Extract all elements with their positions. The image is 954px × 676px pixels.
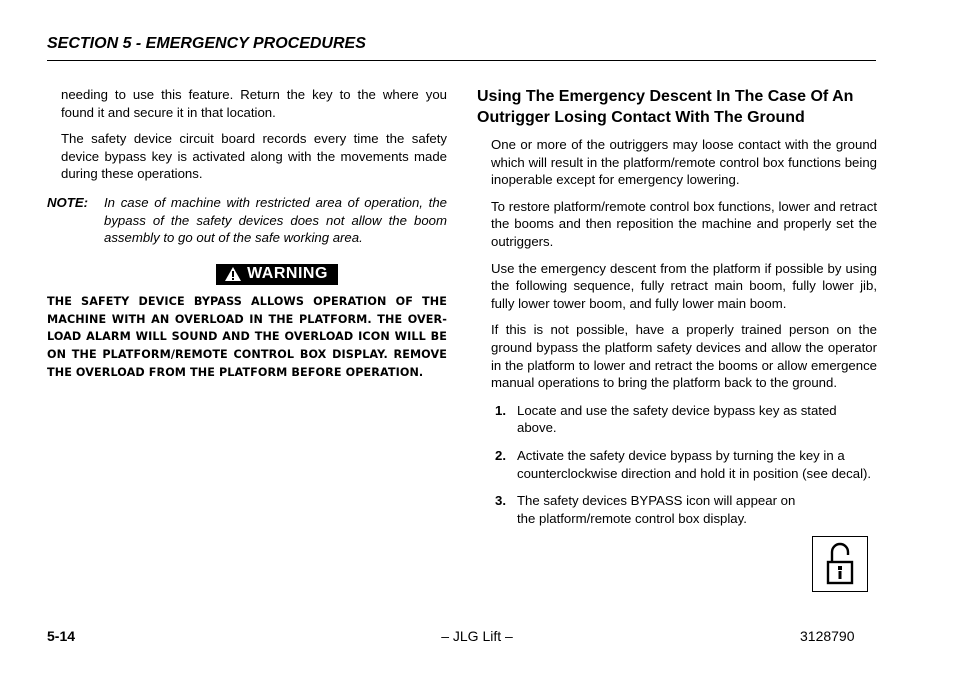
- warning-header: [47, 264, 447, 288]
- right-column: [477, 86, 877, 537]
- step-text: Activate the safety device bypass by turning the key in a counterclockwise direction and hold it in position (see decal).: [517, 447, 872, 481]
- note-label: NOTE:: [47, 194, 89, 210]
- step-number: 3.: [495, 493, 506, 509]
- step-text: The safety devices BYPASS icon will appear on the platform/remote control box display.: [517, 493, 796, 526]
- warning-label: WARNING: [247, 265, 328, 283]
- step-item: [491, 492, 877, 527]
- note-text: In case of machine with restricted area of operation, the bypass of the safety devices does not allow the boom assembly to go out of the safe working area.: [104, 194, 447, 246]
- warning-badge: [216, 264, 338, 285]
- procedure-heading: Using The Emergency Descent In The Case Of An Outrigger Losing Contact With The Ground: [477, 88, 854, 126]
- note-block: [47, 194, 447, 247]
- warning-text: THE SAFETY DEVICE BYPASS ALLOWS OPERATION OF THE MACHINE WITH AN OVERLOAD IN THE PLATFORM. THE OVER-LOAD ALARM WILL SOUND AND THE OVERLOAD ICON WILL BE ON THE PLATFORM/REMOTE CONTROL BOX DISPLAY. REMOVE THE OVERLOAD FROM THE PLATFORM BEFORE OPERATION.: [47, 295, 447, 379]
- step-item: [491, 447, 877, 482]
- bypass-icon-frame: [812, 536, 868, 592]
- step-number: 2.: [495, 447, 506, 463]
- step-text: Locate and use the safety device bypass key as stated above.: [517, 402, 837, 436]
- right-paragraph-1: One or more of the outriggers may loose contact with the ground which will result in the platform/remote control box functions being inoperable except for emergency lowering.: [491, 137, 877, 188]
- footer-brand: – JLG Lift –: [441, 628, 513, 644]
- left-paragraph-1: needing to use this feature. Return the key to the where you found it and secure it in that location.: [61, 87, 447, 120]
- bypass-padlock-icon: [825, 542, 855, 586]
- right-paragraph-2: To restore platform/remote control box functions, lower and retract the booms and then reposition the machine and properly set the outriggers.: [491, 198, 877, 249]
- document-number: 3128790: [800, 628, 855, 644]
- header-divider: [47, 60, 876, 61]
- right-paragraph-3: Use the emergency descent from the platform if possible by using the following sequence, fully retract main boom, fully lower jib, fully lower tower boom, and fully lower main boom.: [491, 260, 877, 311]
- section-title: SECTION 5 - EMERGENCY PROCEDURES: [47, 35, 366, 52]
- left-column: [47, 86, 447, 381]
- warning-triangle-icon: [224, 266, 242, 282]
- page-number: 5-14: [47, 628, 76, 644]
- right-paragraph-4: If this is not possible, have a properly trained person on the ground bypass the platform safety devices and allow the operator in the platform to lower and retract the booms or allow emergence manual operations to bring the platform back to the ground.: [491, 322, 877, 391]
- step-number: 1.: [495, 402, 506, 418]
- step-item: [491, 402, 877, 437]
- procedure-steps: [491, 402, 877, 528]
- left-paragraph-2: The safety device circuit board records every time the safety device bypass key is activated along with the movements made during these operations.: [61, 131, 447, 182]
